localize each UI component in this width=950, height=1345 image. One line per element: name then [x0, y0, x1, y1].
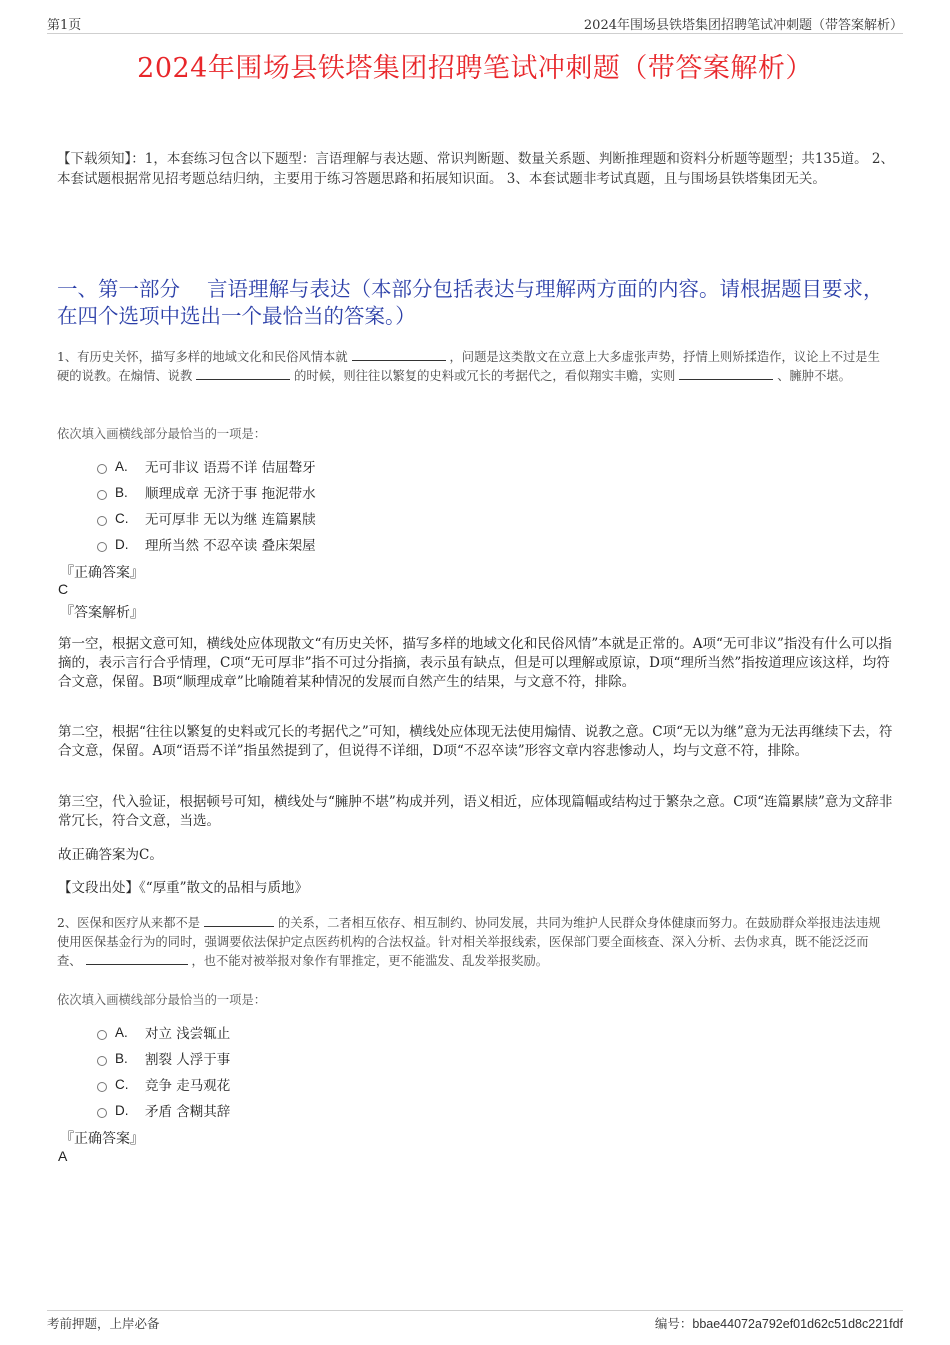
option-text: 矛盾 含糊其辞 — [145, 1104, 231, 1120]
section-heading: 一、第一部分 言语理解与表达（本部分包括表达与理解两方面的内容。请根据题目要求，在四个选项中选出一个最恰当的答案。） — [57, 277, 884, 328]
radio-button-icon[interactable] — [97, 1082, 107, 1092]
answer-blank — [204, 914, 274, 927]
question-1-option-a[interactable] — [97, 456, 316, 476]
footer-code-value: bbae44072a792ef01d62c51d8c221fdf — [692, 1317, 903, 1331]
radio-button-icon[interactable] — [97, 490, 107, 500]
question-1-analysis-label: 『答案解析』 — [60, 605, 144, 621]
q1-stem-part3: 的时候，则往往以繁复的史料或冗长的考据代之，看似翔实丰赡，实则 — [294, 369, 676, 383]
radio-button-icon[interactable] — [97, 1108, 107, 1118]
question-2-option-c[interactable] — [97, 1074, 230, 1094]
option-text: 对立 浅尝辄止 — [145, 1026, 231, 1042]
q2-stem-part2: 的关系，二者相互依存、相互制约、协同发展，共同为维护人民群众身体健康而努力。在鼓励群众举报违法违规使用医保基金行为的同时，强调要依法保护定点医药机构的合法权益。针对相关举报线索，医保部门要全面核查、深入分析、去伪求真，既不能泛泛而查、 — [57, 916, 881, 968]
answer-blank — [196, 367, 290, 380]
radio-button-icon[interactable] — [97, 1056, 107, 1066]
option-text: 无可非议 语焉不详 佶屈聱牙 — [145, 460, 316, 476]
question-1-instruction: 依次填入画横线部分最恰当的一项是： — [57, 427, 267, 441]
analysis-paragraph-2: 第二空，根据“往往以繁复的史料或冗长的考据代之”可知，横线处应体现无法使用煽情、说教之意。C项“无以为继”意为无法再继续下去，符合文意，保留。A项“语焉不详”指虽然提到了，但说得不详细，D项“不忍卒读”形容文章内容悲惨动人，均与文意不符，排除。 — [58, 724, 893, 759]
question-2-stem — [57, 914, 892, 971]
question-1-answer-label: 『正确答案』 — [60, 565, 144, 581]
footer-divider — [47, 1310, 903, 1311]
analysis-paragraph-3: 第三空，代入验证，根据顿号可知，横线处与“臃肿不堪”构成并列，语义相近，应体现篇幅或结构过于繁杂之意。C项“连篇累牍”意为文辞非常冗长，符合文意，当选。 — [58, 794, 893, 829]
radio-button-icon[interactable] — [97, 464, 107, 474]
q2-stem-part3: ，也不能对被举报对象作有罪推定，更不能滥发、乱发举报奖励。 — [191, 954, 549, 968]
radio-button-icon[interactable] — [97, 1030, 107, 1040]
header-page-number: 第1页 — [47, 18, 82, 33]
question-1-option-c[interactable] — [97, 508, 316, 528]
option-text: 割裂 人浮于事 — [145, 1052, 231, 1068]
question-2-answer-label: 『正确答案』 — [60, 1131, 144, 1147]
footer-code-label: 编号： — [654, 1316, 693, 1331]
option-letter: A. — [115, 1024, 128, 1040]
option-letter: B. — [115, 1050, 128, 1066]
option-text: 竞争 走马观花 — [145, 1078, 231, 1094]
header-divider — [47, 33, 903, 34]
option-text: 无可厚非 无以为继 连篇累牍 — [145, 512, 316, 528]
option-text: 理所当然 不忍卒读 叠床架屋 — [145, 538, 316, 554]
answer-blank — [352, 348, 446, 361]
header-document-title: 2024年围场县铁塔集团招聘笔试冲刺题（带答案解析） — [583, 18, 903, 33]
question-1-source: 【文段出处】《“厚重”散文的品相与质地》 — [58, 880, 309, 896]
question-2-option-d[interactable] — [97, 1100, 230, 1120]
download-notice: 【下载须知】：1，本套练习包含以下题型：言语理解与表达题、常识判断题、数量关系题、判断推理题和资料分析题等题型；共135道。 2、本套试题根据常见招考题总结归纳，主要用于练习答题思路和拓展知识面。 3、本套试题非考试真题，且与围场县铁塔集团无关。 — [57, 151, 894, 187]
question-2-instruction: 依次填入画横线部分最恰当的一项是： — [57, 993, 267, 1007]
option-text: 顺理成章 无济于事 拖泥带水 — [145, 486, 316, 502]
option-letter: D. — [115, 1102, 129, 1118]
radio-button-icon[interactable] — [97, 516, 107, 526]
question-1-answer: C — [58, 581, 69, 597]
option-letter: B. — [115, 484, 128, 500]
page-title: 2024年围场县铁塔集团招聘笔试冲刺题（带答案解析） — [137, 53, 813, 84]
q1-stem-part1: 1、有历史关怀，描写多样的地域文化和民俗风情本就 — [57, 350, 348, 364]
answer-blank — [679, 367, 773, 380]
analysis-paragraph-1: 第一空，根据文意可知，横线处应体现散文“有历史关怀，描写多样的地域文化和民俗风情”本就是正常的。A项“无可非议”指没有什么可以指摘的，表示言行合乎情理，C项“无可厚非”指不可过分指摘，表示虽有缺点，但是可以理解或原谅，D项“理所当然”指按道理应该这样，均符合文意，保留。B项“顺理成章”比喻随着某种情况的发展而自然产生的结果，与文意不符，排除。 — [58, 636, 892, 690]
radio-button-icon[interactable] — [97, 542, 107, 552]
question-1-option-d[interactable] — [97, 534, 316, 554]
option-letter: D. — [115, 536, 129, 552]
footer-document-code — [655, 1314, 903, 1332]
q2-stem-part1: 2、医保和医疗从来都不是 — [57, 916, 201, 930]
question-1-option-b[interactable] — [97, 482, 316, 502]
question-1-stem — [57, 348, 892, 386]
answer-blank — [86, 952, 188, 965]
q1-stem-part2: ，问题是这类散文在立意上大多虚张声势，抒情上则矫揉造作，议论上不过是生硬的说教。在煽情、说教 — [57, 350, 880, 383]
q1-stem-part4: 、臃肿不堪。 — [777, 369, 851, 383]
option-letter: C. — [115, 510, 129, 526]
question-2-answer: A — [58, 1148, 68, 1164]
question-2-option-a[interactable] — [97, 1022, 230, 1042]
option-letter: A. — [115, 458, 128, 474]
question-2-option-b[interactable] — [97, 1048, 230, 1068]
footer-slogan: 考前押题，上岸必备 — [47, 1316, 160, 1331]
analysis-conclusion: 故正确答案为C。 — [58, 847, 163, 863]
option-letter: C. — [115, 1076, 129, 1092]
